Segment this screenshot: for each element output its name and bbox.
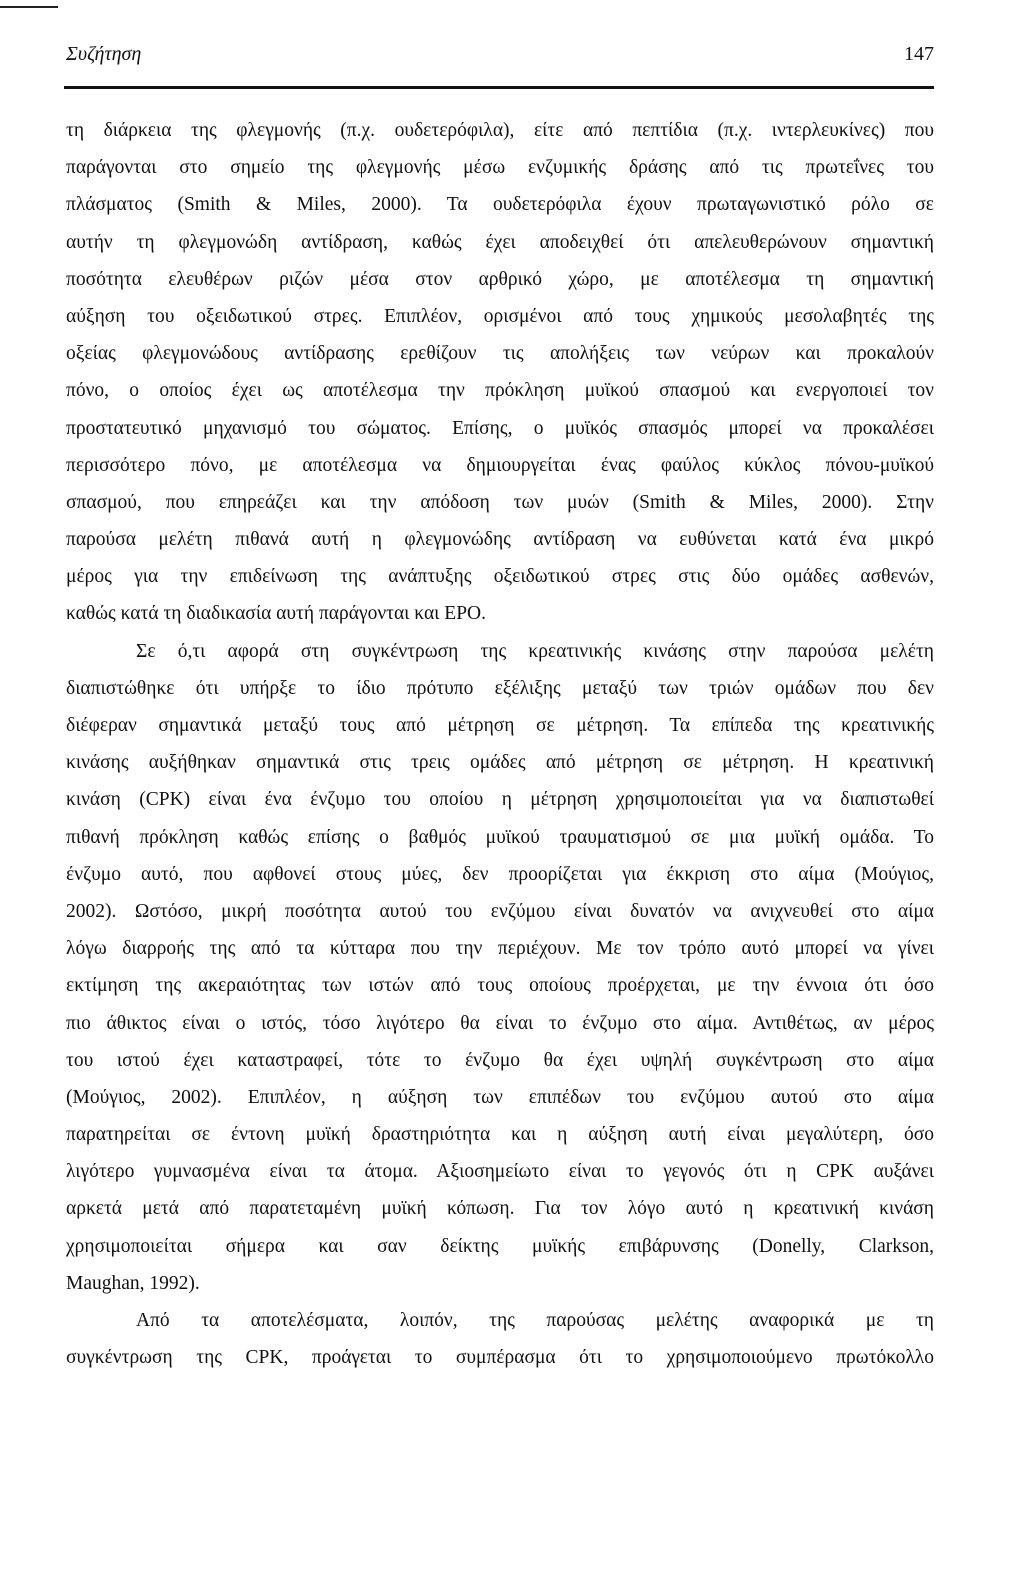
text-line: αρκετά μετά από παρατεταμένη μυϊκή κόπωση. Για τον λόγο αυτό η κρεατινική κινάση bbox=[66, 1198, 934, 1220]
text-line: πιθανή πρόκληση καθώς επίσης ο βαθμός μυϊκού τραυματισμού σε μια μυϊκή ομάδα. Το bbox=[66, 826, 934, 848]
text-line: Σε ό,τι αφορά στη συγκέντρωση της κρεατινικής κινάσης στην παρούσα μελέτη bbox=[136, 640, 934, 662]
text-line: κινάση (CPK) είναι ένα ένζυμο του οποίου η μέτρηση χρησιμοποιείται για να διαπιστωθεί bbox=[66, 789, 934, 811]
text-line: καθώς κατά τη διαδικασία αυτή παράγονται και ΕΡΟ. bbox=[66, 603, 487, 625]
text-line: παράγονται στο σημείο της φλεγμονής μέσω ενζυμικής δράσης από τις πρωτεΐνες του bbox=[66, 157, 934, 179]
text-line: συγκέντρωση της CPK, προάγεται το συμπέρασμα ότι το χρησιμοποιούμενο πρωτόκολλο bbox=[66, 1347, 934, 1369]
text-line: τη διάρκεια της φλεγμονής (π.χ. ουδετερόφιλα), είτε από πεπτίδια (π.χ. ιντερλευκίνες) που bbox=[66, 120, 934, 141]
text-line: προστατευτικό μηχανισμό του σώματος. Επίσης, ο μυϊκός σπασμός μπορεί να προκαλέσει bbox=[66, 417, 934, 439]
text-line: (Μούγιος, 2002). Επιπλέον, η αύξηση των επιπέδων του ενζύμου αυτού στο αίμα bbox=[66, 1086, 934, 1108]
text-line: Maughan, 1992). bbox=[66, 1272, 200, 1294]
text-line: διέφεραν σημαντικά μεταξύ τους από μέτρηση σε μέτρηση. Τα επίπεδα της κρεατινικής bbox=[66, 715, 934, 736]
header-rule bbox=[64, 86, 934, 89]
text-line: διαπιστώθηκε ότι υπήρξε το ίδιο πρότυπο εξέλιξης μεταξύ των τριών ομάδων που δεν bbox=[66, 677, 934, 699]
text-line: αύξηση του οξειδωτικού στρες. Επιπλέον, ορισμένοι από τους χημικούς μεσολαβητές της bbox=[66, 305, 934, 327]
chapter-title: Συζήτηση bbox=[66, 43, 142, 65]
text-line: λιγότερο γυμνασμένα είναι τα άτομα. Αξιοσημείωτο είναι το γεγονός ότι η CPK αυξάνει bbox=[66, 1161, 934, 1183]
running-header bbox=[66, 40, 934, 80]
text-line: 2002). Ωστόσο, μικρή ποσότητα αυτού του ενζύμου είναι δυνατόν να ανιχνευθεί στο αίμα bbox=[66, 900, 934, 922]
page-number: 147 bbox=[904, 43, 934, 65]
text-line: πόνο, ο οποίος έχει ως αποτέλεσμα την πρόκληση μυϊκού σπασμού και ενεργοποιεί τον bbox=[66, 380, 934, 402]
body-text bbox=[66, 112, 934, 1376]
text-line: μέρος για την επιδείνωση της ανάπτυξης οξειδωτικού στρες στις δύο ομάδες ασθενών, bbox=[66, 566, 934, 588]
text-line: πλάσματος (Smith & Miles, 2000). Τα ουδετερόφιλα έχουν πρωταγωνιστικό ρόλο σε bbox=[66, 194, 934, 216]
text-line: λόγω διαρροής της από τα κύτταρα που την περιέχουν. Με τον τρόπο αυτό μπορεί να γίνει bbox=[66, 938, 934, 960]
text-line: κινάσης αυξήθηκαν σημαντικά στις τρεις ομάδες από μέτρηση σε μέτρηση. Η κρεατινική bbox=[66, 752, 934, 774]
text-line: σπασμού, που επηρεάζει και την απόδοση των μυών (Smith & Miles, 2000). Στην bbox=[66, 491, 934, 513]
text-line: οξείας φλεγμονώδους αντίδρασης ερεθίζουν τις απολήξεις των νεύρων και προκαλούν bbox=[66, 343, 934, 365]
text-line: ποσότητα ελευθέρων ριζών μέσα στον αρθρικό χώρο, με αποτέλεσμα τη σημαντική bbox=[66, 268, 934, 290]
text-line: εκτίμηση της ακεραιότητας των ιστών από τους οποίους προέρχεται, με την έννοια ότι όσο bbox=[66, 975, 934, 997]
text-line: ένζυμο αυτό, που αφθονεί στους μύες, δεν προορίζεται για έκκριση στο αίμα (Μούγιος, bbox=[66, 863, 934, 885]
text-line: αυτήν τη φλεγμονώδη αντίδραση, καθώς έχει αποδειχθεί ότι απελευθερώνουν σημαντική bbox=[66, 231, 934, 253]
text-line: παρούσα μελέτη πιθανά αυτή η φλεγμονώδης αντίδραση να ευθύνεται κατά ένα μικρό bbox=[66, 529, 934, 551]
text-line: χρησιμοποιείται σήμερα και σαν δείκτης μυϊκής επιβάρυνσης (Donelly, Clarkson, bbox=[66, 1235, 934, 1257]
text-line: Από τα αποτελέσματα, λοιπόν, της παρούσας μελέτης αναφορικά με τη bbox=[136, 1310, 934, 1331]
text-line: παρατηρείται σε έντονη μυϊκή δραστηριότητα και η αύξηση αυτή είναι μεγαλύτερη, όσο bbox=[66, 1124, 934, 1146]
text-line: πιο άθικτος είναι ο ιστός, τόσο λιγότερο θα είναι το ένζυμο στο αίμα. Αντιθέτως, αν μέρος bbox=[66, 1012, 934, 1034]
scan-corner-mark bbox=[0, 6, 58, 8]
text-line: του ιστού έχει καταστραφεί, τότε το ένζυμο θα έχει υψηλή συγκέντρωση στο αίμα bbox=[66, 1049, 934, 1071]
text-line: περισσότερο πόνο, με αποτέλεσμα να δημιουργείται ένας φαύλος κύκλος πόνου-μυϊκού bbox=[66, 454, 934, 476]
